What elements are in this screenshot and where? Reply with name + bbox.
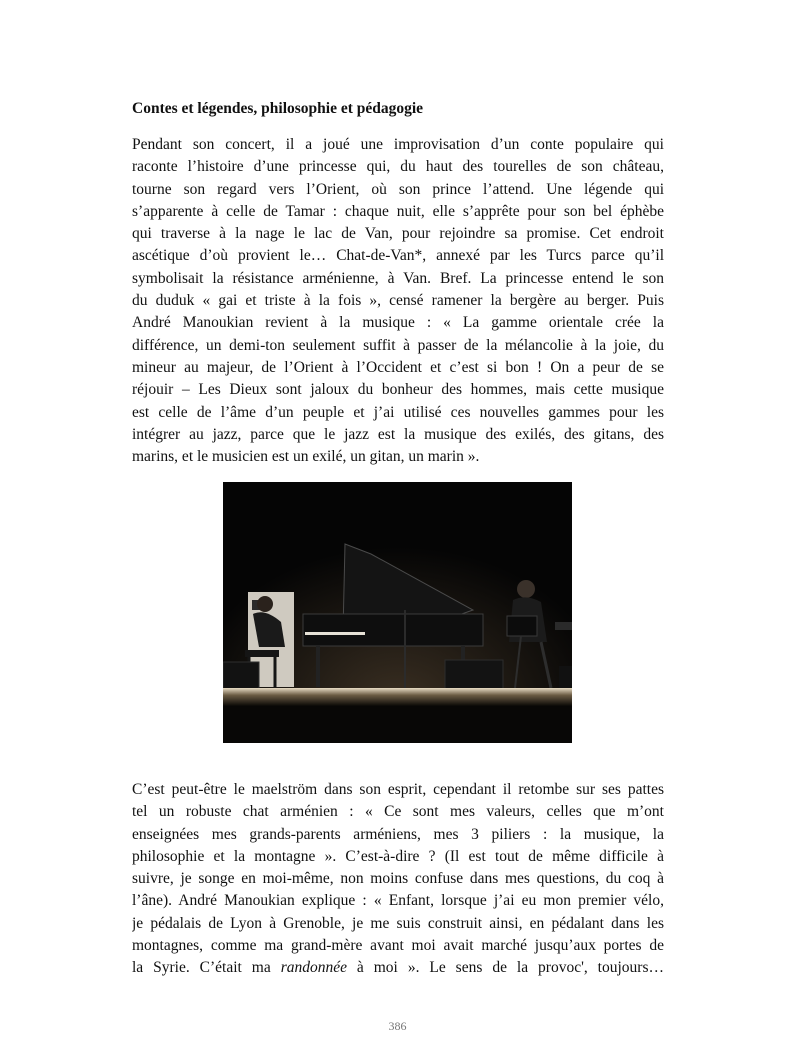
text-line: raconte l’histoire d’une princesse qui, du haut des tourelles de son château, (132, 158, 664, 176)
text-run: la Syrie. C’était ma (132, 959, 281, 977)
text-line: Pendant son concert, il a joué une improvisation d’un conte populaire qui (132, 136, 664, 153)
text-line: symbolisait la résistance arménienne, à Van. Bref. La princesse entend le son (132, 269, 664, 287)
text-line: philosophie et la montagne ». C’est-à-dire ? (Il est tout de même difficile à (132, 847, 664, 865)
text-run: à moi ». Le sens de la provoc', toujours… (346, 959, 664, 977)
text-line: André Manoukian revient à la musique : « La gamme orientale crée la (132, 314, 664, 332)
text-line: est celle de l’âme d’un peuple et j’ai utilisé ces nouvelles gammes pour les (132, 403, 664, 421)
paragraph-values (132, 779, 664, 980)
text-line: réjouir – Les Dieux sont jaloux du bonheur des hommes, mais cette musique (132, 381, 664, 399)
text-line: C’est peut-être le maelström dans son esprit, cependant il retombe sur ses pattes (132, 781, 664, 798)
text-line: du duduk « gai et triste à la fois », censé ramener la bergère au berger. Puis (132, 292, 664, 310)
piano-keys (305, 632, 365, 635)
text-line: intégrer au jazz, parce que le jazz est la musique des exilés, des gitans, des (132, 425, 664, 443)
page-number: 386 (388, 1019, 407, 1033)
text-line-last (132, 957, 664, 979)
italic-word: randonnée (280, 959, 347, 977)
text-line: tourne son regard vers l’Orient, où son prince l’attend. Une légende qui (132, 180, 664, 198)
piano-bench (245, 650, 279, 657)
text-line: mineur au majeur, de l’Orient à l’Occident et c’est si bon ! On a peur de se (132, 358, 664, 376)
stage-floor (223, 688, 572, 706)
stage-monitor (445, 660, 503, 690)
stage-monitor (223, 662, 259, 690)
text-line: marins, et le musicien est un exilé, un gitan, un marin ». (132, 448, 480, 466)
side-keyboard (555, 622, 572, 630)
musician-head (517, 580, 535, 598)
text-line: s’apparente à celle de Tamar : chaque nuit, elle s’apprête pour son bel éphèbe (132, 202, 664, 220)
text-line: montagnes, comme ma grand-mère avant moi avait marché jusqu’aux portes de (132, 937, 664, 955)
text-line: tel un robuste chat arménien : « Ce sont mes valeurs, celles que m’ont (132, 803, 664, 821)
section-heading: Contes et légendes, philosophie et pédagogie (132, 100, 424, 117)
paragraph-concert (132, 134, 664, 468)
concert-photo (223, 482, 572, 743)
stage-front (223, 706, 572, 743)
text-line: l’âne). André Manoukian explique : « Enfant, lorsque j’ai eu mon premier vélo, (132, 892, 664, 910)
text-line: suivre, je songe en moi-même, non moins confuse dans mes questions, du coq à (132, 870, 664, 888)
text-line: qui traverse à la nage le lac de Van, pour rejoindre sa promise. Cet endroit (132, 225, 664, 243)
text-line: ascétique d’où provient le… Chat-de-Van*, annexé par les Turcs parce qu’il (132, 247, 664, 265)
piano-body (303, 614, 483, 646)
text-line: je pédalais de Lyon à Grenoble, je me suis construit ainsi, en pédalant dans les (132, 914, 664, 932)
music-stand (507, 616, 537, 636)
stage-illustration (223, 482, 572, 743)
stage-monitor (559, 666, 572, 690)
text-line: enseignées mes grands-parents arméniens, mes 3 piliers : la musique, la (132, 825, 664, 843)
pianist-head (257, 596, 273, 612)
text-line: différence, un demi-ton seulement suffit à passer de la mélancolie à la joie, du (132, 336, 664, 354)
